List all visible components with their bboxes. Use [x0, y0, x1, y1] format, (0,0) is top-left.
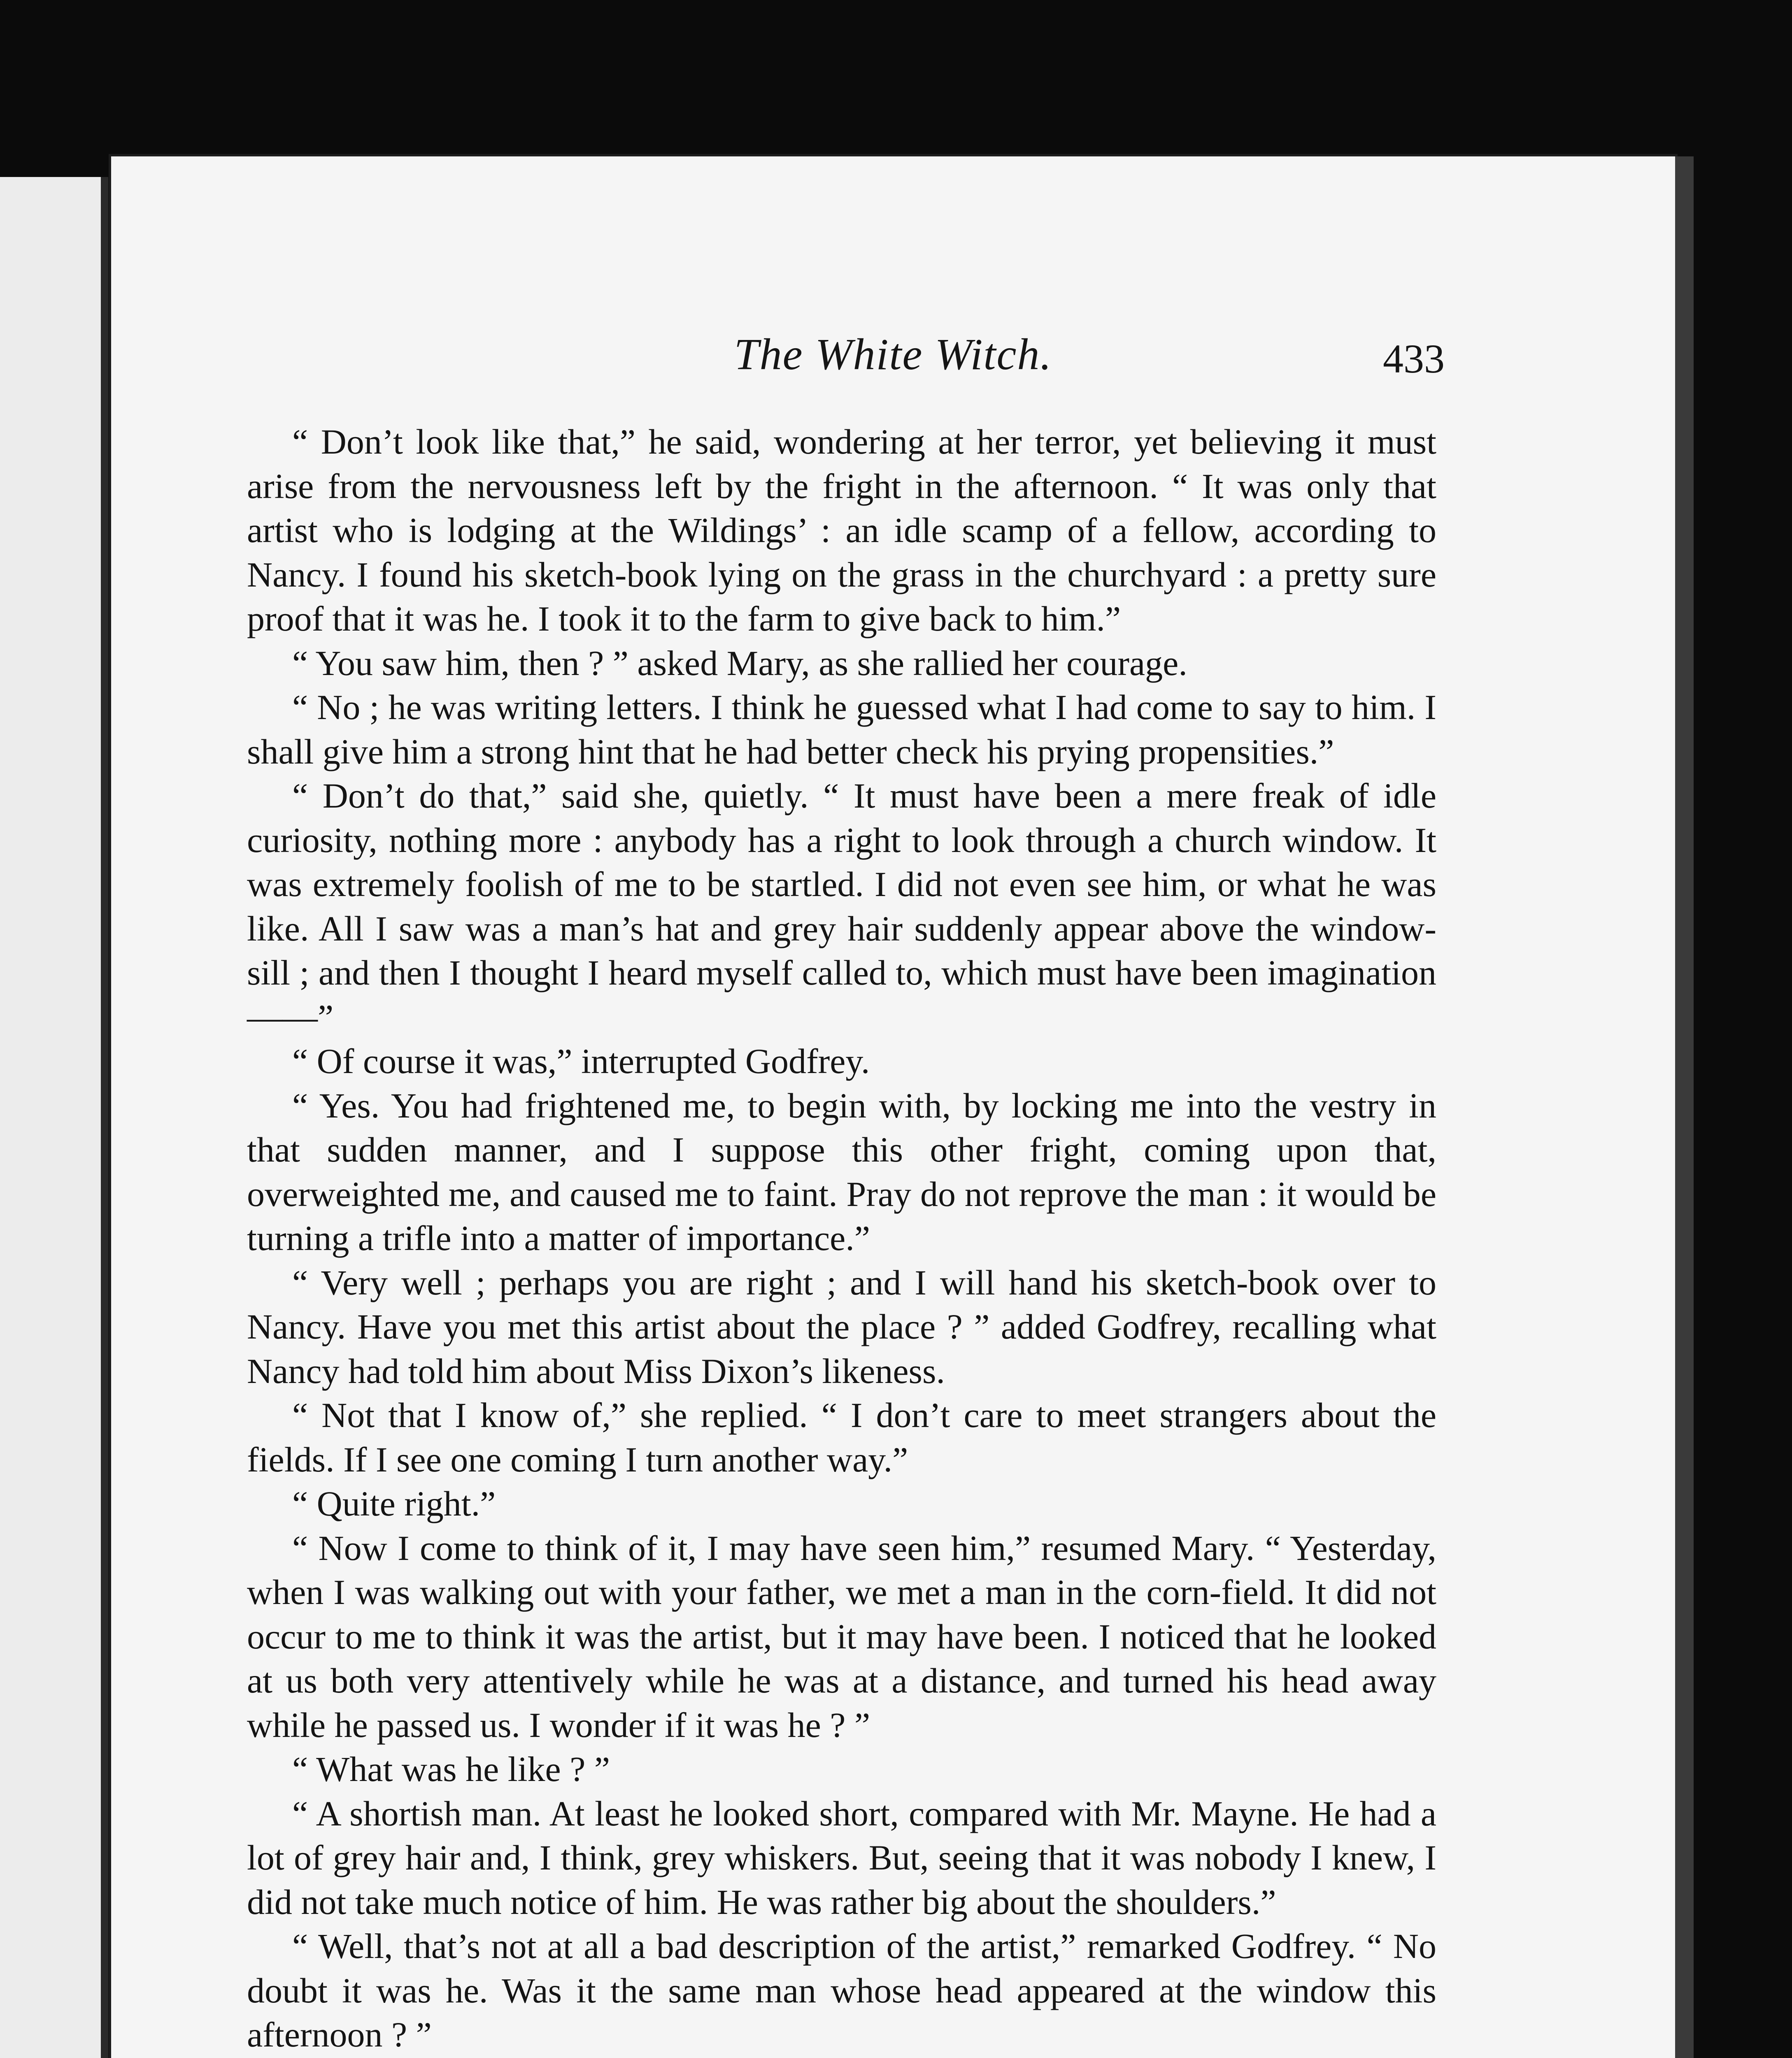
page-edge-shadow [1675, 156, 1694, 2058]
facing-page-edge [0, 177, 108, 2058]
paragraph: “ Of course it was,” interrupted Godfrey. [292, 1041, 870, 1081]
paragraph: “ What was he like ? ” [292, 1749, 610, 1789]
paragraph: “ Don’t do that,” said she, quietly. “ It must have been a mere freak of idle curiosity, nothing more : anybody has a right to look through a church window. It was extremely foolish of me to be startled. I did not even see him, or what he was like. All I saw was a man’s hat and grey hair suddenly appear above the window-sill ; and then I thought I heard myself called to, which must have been imagination ——” [247, 776, 1436, 1037]
paragraph: “ No ; he was writing letters. I think he guessed what I had come to say to him. I shall give him a strong hint that he had better check his prying propensities.” [247, 687, 1436, 771]
paragraph: “ Don’t look like that,” he said, wondering at her terror, yet believing it must arise from the nervousness left by the fright in the afternoon. “ It was only that artist who is lodging at the Wildings’ : an idle scamp of a fellow, according to Nancy. I found his sketch-book lying on the grass in the churchyard : a pretty sure proof that it was he. I took it to the farm to give back to him.” [247, 422, 1436, 638]
paragraph: “ You saw him, then ? ” asked Mary, as she rallied her courage. [292, 643, 1187, 683]
paragraph: “ A shortish man. At least he looked short, compared with Mr. Mayne. He had a lot of grey hair and, I think, grey whiskers. But, seeing that it was nobody I knew, I did not take much notice of him. He was rather big about the shoulders.” [247, 1793, 1436, 1922]
running-title: The White Witch. [734, 330, 1052, 379]
paragraph: “ Now I come to think of it, I may have seen him,” resumed Mary. “ Yesterday, when I was walking out with your father, we met a man in the corn-field. It did not occur to me to think it was the artist, but it may have been. I noticed that he looked at us both very attentively while he was at a distance, and turned his head away while he passed us. I wonder if it was he ? ” [247, 1528, 1436, 1745]
paragraph: “ Very well ; perhaps you are right ; and I will hand his sketch-book over to Nancy. Have you met this artist about the place ? ” added Godfrey, recalling what Nancy had told him about Miss Dixon’s likeness. [247, 1262, 1436, 1391]
paragraph: “ Not that I know of,” she replied. “ I don’t care to meet strangers about the fields. If I see one coming I turn another way.” [247, 1395, 1436, 1479]
body-text [247, 420, 1436, 2058]
book-page [111, 156, 1675, 2058]
paragraph: “ Quite right.” [292, 1484, 496, 1523]
paragraph: “ Well, that’s not at all a bad description of the artist,” remarked Godfrey. “ No doubt it was he. Was it the same man whose head appeared at the window this afternoon ? ” [247, 1926, 1436, 2054]
page-number: 433 [1383, 336, 1445, 382]
running-head [111, 329, 1675, 387]
paragraph: “ Yes. You had frightened me, to begin with, by locking me into the vestry in that sudden manner, and I suppose this other fright, coming upon that, overweighted me, and caused me to faint. Pray do not reprove the man : it would be turning a trifle into a matter of importance.” [247, 1085, 1436, 1258]
